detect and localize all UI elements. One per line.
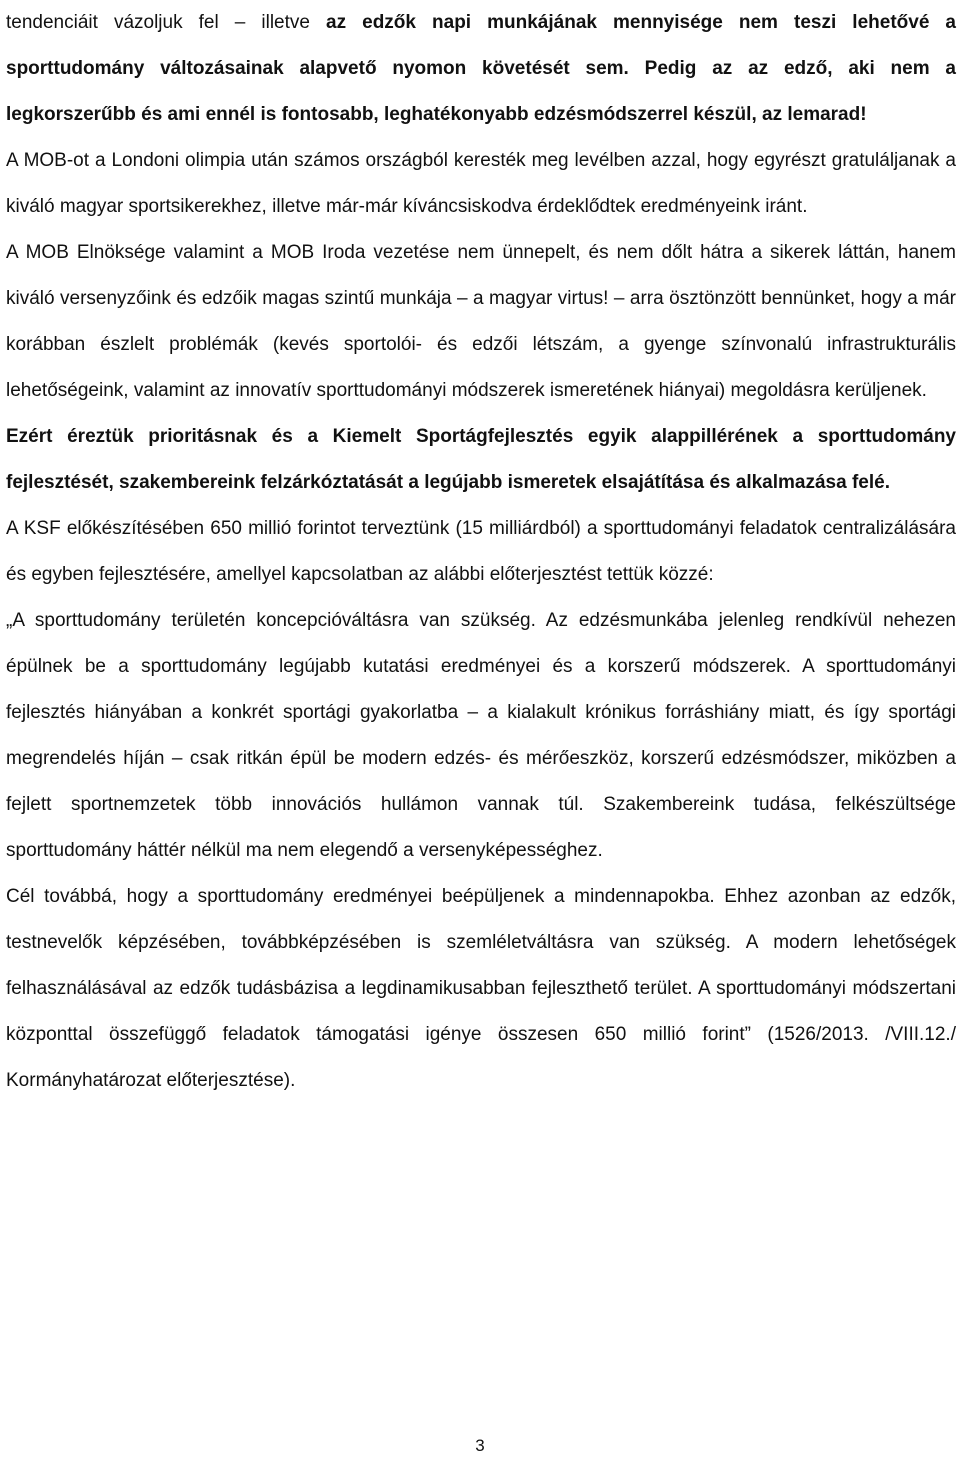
paragraph-quote-part2 [6,874,956,1104]
paragraph-priority [6,414,956,506]
page-number: 3 [475,1436,485,1455]
paragraph-mob-letters [6,138,956,230]
text-run-bold: az edzők napi munkájának mennyisége nem teszi lehetővé a sporttudomány változásainak alapvető nyomon követését sem. Pedig az az edző, aki nem a legkorszerűbb és ami ennél is fontosabb, leghatékonyabb edzésmódszerrel készül, az lemarad! [6,12,956,125]
text-run: tendenciáit vázoljuk fel – illetve [6,12,327,33]
text-run-bold: Ezért éreztük prioritásnak és a Kiemelt Sportágfejlesztés egyik alappillérének a sporttudomány fejlesztését, szakembereink felzárkóztatását a legújabb ismeretek elsajátítása és alkalmazása felé. [6,426,956,493]
text-run: A MOB-ot a Londoni olimpia után számos országból keresték meg levélben azzal, hogy egyrészt gratuláljanak a kiváló magyar sportsikerekhez, illetve már-már kíváncsiskodva érdeklődtek eredményeink iránt. [6,150,956,217]
text-run: A KSF előkészítésében 650 millió forintot terveztünk (15 milliárdból) a sporttudományi feladatok centralizálására és egyben fejlesztésére, amellyel kapcsolatban az alábbi előterjesztést tettük közzé: [6,518,956,585]
paragraph-intro-continuation [6,0,956,138]
document-page [6,0,956,1104]
paragraph-quote-part1 [6,598,956,874]
paragraph-ksf-budget [6,506,956,598]
text-run: „A sporttudomány területén koncepcióváltásra van szükség. Az edzésmunkába jelenleg rendkívül nehezen épülnek be a sporttudomány legújabb kutatási eredményei és a korszerű módszerek. A sporttudományi fejlesztés hiányában a konkrét sportági gyakorlatba – a kialakult krónikus forráshiány miatt, és így sportági megrendelés híján – csak ritkán épül be modern edzés- és mérőeszköz, korszerű edzésmódszer, miközben a fejlett sportnemzetek több innovációs hullámon vannak túl. Szakembereink tudása, felkészültsége sporttudomány háttér nélkül ma nem elegendő a versenyképességhez. [6,610,956,861]
text-run: Cél továbbá, hogy a sporttudomány eredményei beépüljenek a mindennapokba. Ehhez azonban az edzők, testnevelők képzésében, továbbképzésében is szemléletváltásra van szükség. A modern lehetőségek felhasználásával az edzők tudásbázisa a legdinamikusabban fejleszthető terület. A sporttudományi módszertani központtal összefüggő feladatok támogatási igénye összesen 650 millió forint” (1526/2013. /VIII.12./ Kormányhatározat előterjesztése). [6,886,956,1091]
text-run: A MOB Elnöksége valamint a MOB Iroda vezetése nem ünnepelt, és nem dőlt hátra a sikerek láttán, hanem kiváló versenyzőink és edzőik magas szintű munkája – a magyar virtus! – arra ösztönzött bennünket, hogy a már korábban észlelt problémák (kevés sportolói- és edzői létszám, a gyenge színvonalú infrastrukturális lehetőségeink, valamint az innovatív sporttudományi módszerek ismeretének hiányai) megoldásra kerüljenek. [6,242,956,401]
paragraph-mob-leadership [6,230,956,414]
